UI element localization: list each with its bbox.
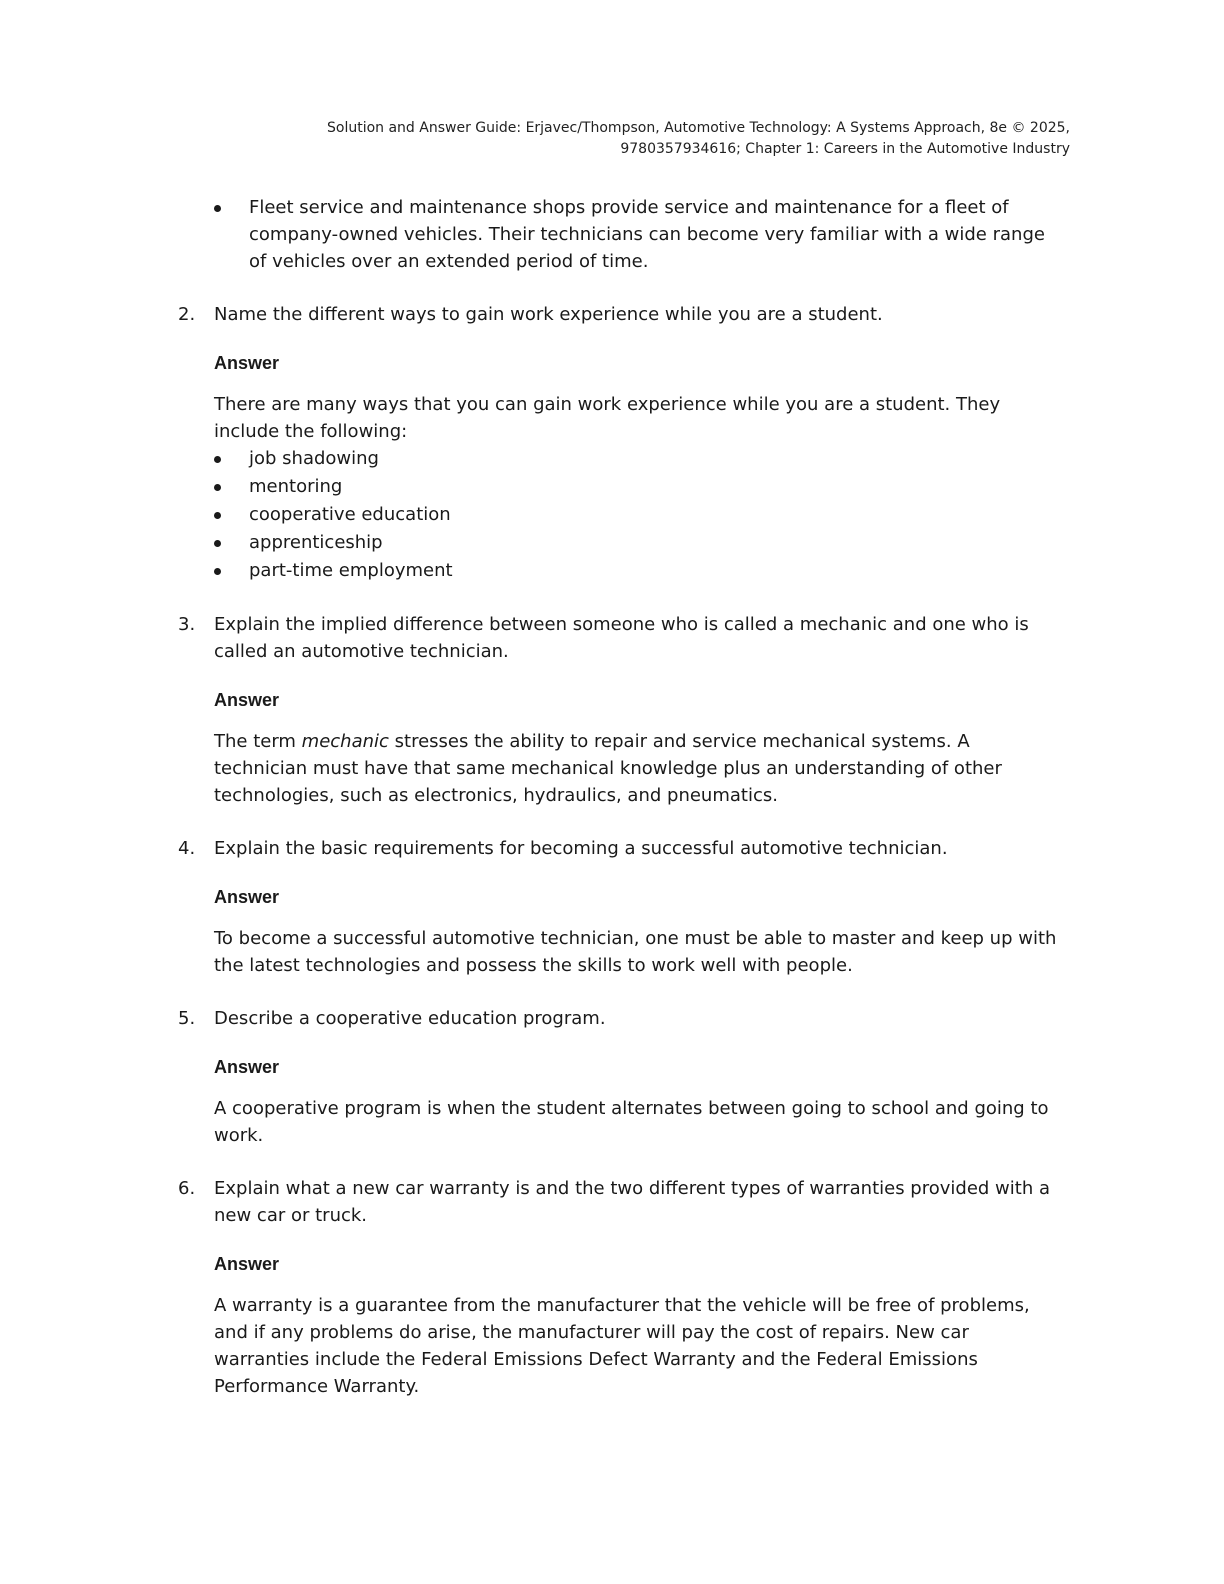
question-5	[0, 1005, 1224, 1032]
bullet-icon	[214, 484, 221, 491]
question-text: Explain the basic requirements for becoming a successful automotive technician.	[214, 838, 948, 859]
list-item-text: apprenticeship	[249, 532, 383, 553]
question-2	[0, 301, 1224, 328]
question-4	[0, 835, 1224, 862]
answer-text: A cooperative program is when the student alternates between going to school and going to work.	[214, 1098, 1049, 1146]
answer-text-post: stresses the ability to repair and service mechanical systems. A technician must have that same mechanical knowledge plus an understanding of other technologies, such as electronics, hydraulics, and pneumatics.	[214, 731, 1002, 806]
answer-heading: Answer	[214, 1254, 280, 1274]
answer-list	[0, 445, 1224, 585]
answer-heading: Answer	[214, 690, 280, 710]
document-body	[0, 194, 1224, 1400]
bullet-icon	[214, 205, 221, 212]
question-number: 4.	[178, 838, 196, 859]
list-item-text: mentoring	[249, 476, 343, 497]
header-line-2: 9780357934616; Chapter 1: Careers in the Automotive Industry	[620, 141, 1070, 157]
bullet-icon	[214, 512, 221, 519]
list-item-text: part-time employment	[249, 560, 453, 581]
header-line-1: Solution and Answer Guide: Erjavec/Thompson, Automotive Technology: A Systems Approach, 8e © 2025,	[327, 120, 1070, 136]
list-item	[0, 445, 1224, 473]
answer-text-pre: The term	[214, 731, 302, 752]
question-text: Explain what a new car warranty is and the two different types of warranties provided with a new car or truck.	[214, 1178, 1050, 1226]
answer-text: There are many ways that you can gain work experience while you are a student. They include the following:	[214, 394, 1001, 442]
question-text: Explain the implied difference between someone who is called a mechanic and one who is called an automotive technician.	[214, 614, 1029, 662]
list-item	[0, 557, 1224, 585]
question-number: 3.	[178, 614, 196, 635]
answer-heading: Answer	[214, 353, 280, 373]
question-text: Describe a cooperative education program.	[214, 1008, 606, 1029]
answer-text: To become a successful automotive technician, one must be able to master and keep up with the latest technologies and possess the skills to work well with people.	[214, 928, 1057, 976]
question-text: Name the different ways to gain work experience while you are a student.	[214, 304, 883, 325]
list-item	[0, 501, 1224, 529]
question-number: 6.	[178, 1178, 196, 1199]
answer-heading: Answer	[214, 1057, 280, 1077]
intro-bullet-item	[0, 194, 1224, 275]
bullet-icon	[214, 456, 221, 463]
bullet-icon	[214, 540, 221, 547]
list-item-text: job shadowing	[249, 448, 379, 469]
question-number: 5.	[178, 1008, 196, 1029]
list-item	[0, 529, 1224, 557]
question-6	[0, 1175, 1224, 1229]
list-item-text: cooperative education	[249, 504, 451, 525]
answer-text-emphasis: mechanic	[301, 731, 389, 752]
question-3	[0, 611, 1224, 665]
answer-text: A warranty is a guarantee from the manufacturer that the vehicle will be free of problems, and if any problems do arise, the manufacturer will pay the cost of repairs. New car warranties include the Federal Emissions Defect Warranty and the Federal Emissions Performance Warranty.	[214, 1295, 1030, 1397]
list-item	[0, 473, 1224, 501]
intro-bullet-text: Fleet service and maintenance shops provide service and maintenance for a fleet of company-owned vehicles. Their technicians can become very familiar with a wide range of vehicles over an extended period of time.	[249, 197, 1045, 272]
question-number: 2.	[178, 304, 196, 325]
answer-heading: Answer	[214, 887, 280, 907]
running-header	[210, 118, 1070, 160]
answer-text	[0, 728, 1224, 809]
bullet-icon	[214, 568, 221, 575]
